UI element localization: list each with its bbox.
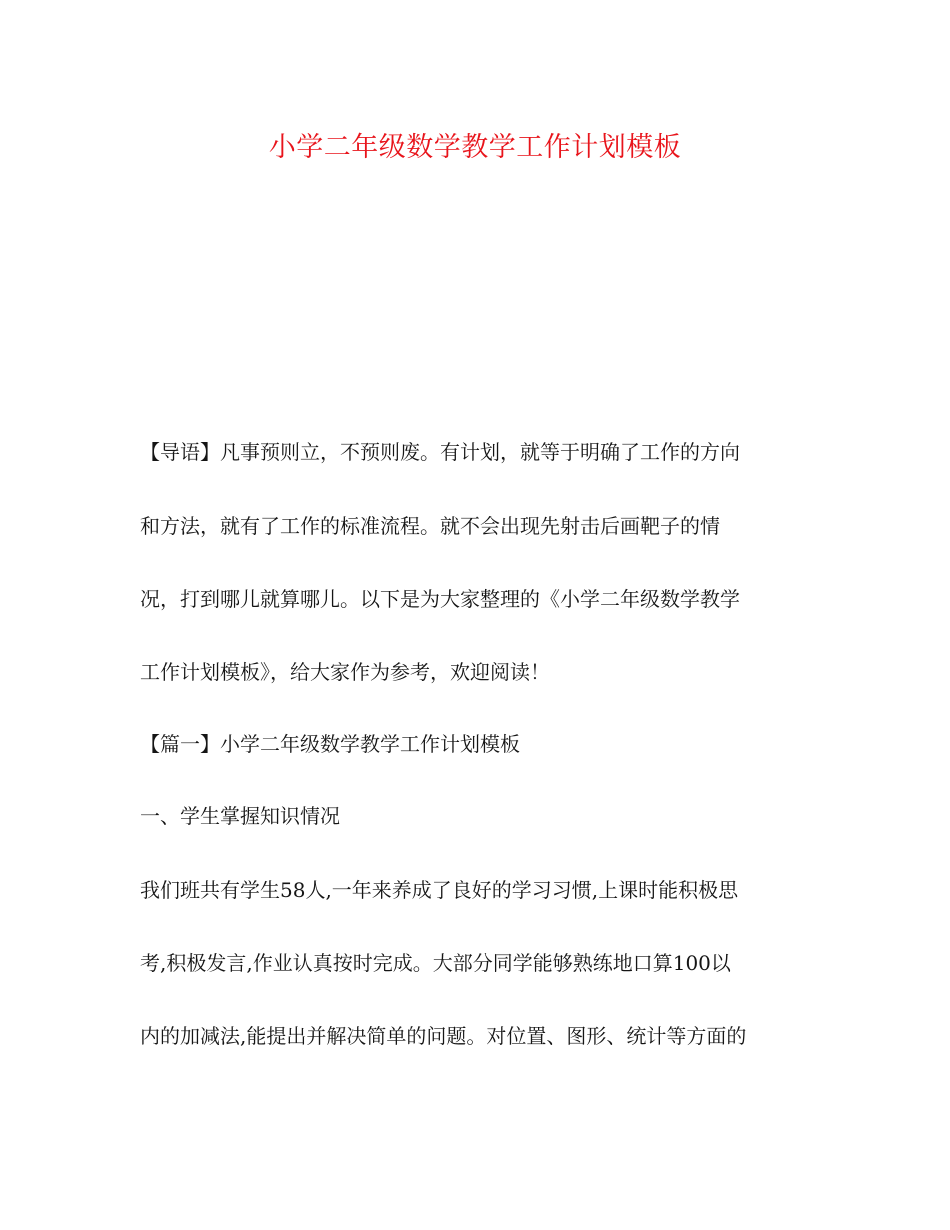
paragraph-line-intro-1: 【导语】凡事预则立，不预则废。有计划，就等于明确了工作的方向 [140,440,740,464]
paragraph-line-intro-3: 况，打到哪儿就算哪儿。以下是为大家整理的《小学二年级数学教学 [140,587,740,611]
paragraph-line-body-3: 内的加减法,能提出并解决简单的问题。对位置、图形、统计等方面的 [140,1024,747,1048]
subsection-heading-knowledge: 一、学生掌握知识情况 [140,804,340,828]
paragraph-line-body-1: 我们班共有学生58人,一年来养成了良好的学习习惯,上课时能积极思 [140,878,739,902]
paragraph-line-intro-4: 工作计划模板》，给大家作为参考，欢迎阅读！ [140,660,550,684]
paragraph-line-intro-2: 和方法，就有了工作的标准流程。就不会出现先射击后画靶子的情 [140,514,720,538]
section-heading-part-one: 【篇一】小学二年级数学教学工作计划模板 [140,732,520,756]
paragraph-line-body-2: 考,积极发言,作业认真按时完成。大部分同学能够熟练地口算100以 [140,951,731,975]
document-title: 小学二年级数学教学工作计划模板 [268,132,682,163]
